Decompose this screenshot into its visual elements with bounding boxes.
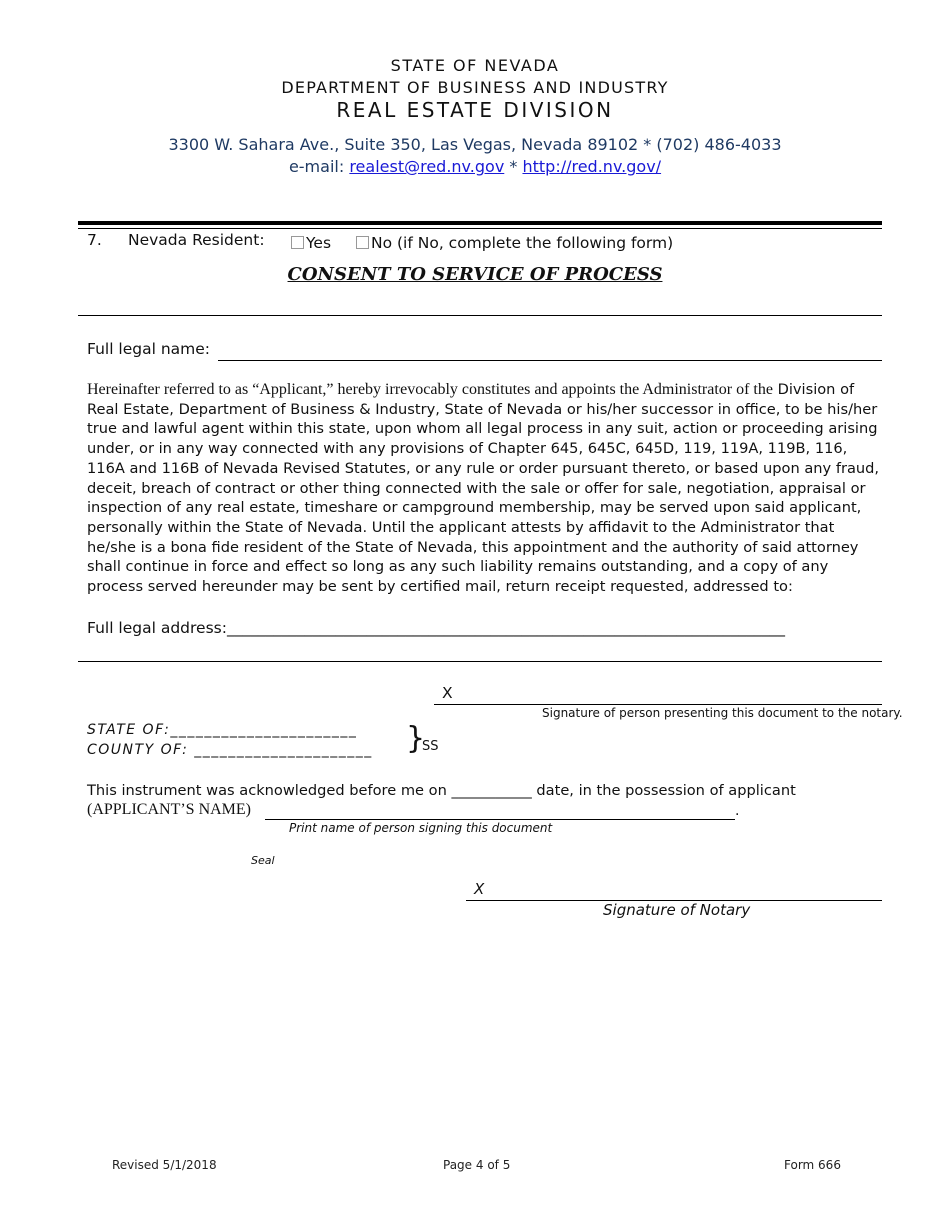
header-divider <box>78 221 882 225</box>
acknowledgement-text: This instrument was acknowledged before me on ___________ date, in the possession of applicant <box>87 782 796 799</box>
yes-checkbox[interactable] <box>291 236 304 249</box>
header-address: 3300 W. Sahara Ave., Suite 350, Las Vegas, Nevada 89102 * (702) 486-4033 <box>168 135 782 154</box>
header-division: REAL ESTATE DIVISION <box>336 98 614 122</box>
full-legal-address-field[interactable]: Full legal address:________________________________________________________________________ <box>87 619 785 637</box>
presenter-signature-caption: Signature of person presenting this document to the notary. <box>542 706 903 720</box>
applicant-name-line[interactable] <box>265 819 735 820</box>
footer-page-number: Page 4 of 5 <box>443 1158 511 1172</box>
ss-label: SS <box>422 739 439 754</box>
seal-label: Seal <box>251 854 275 867</box>
resident-yes-option[interactable] <box>291 234 331 252</box>
county-of-field[interactable]: COUNTY OF: _____________________ <box>87 742 373 758</box>
full-legal-name-field[interactable] <box>218 360 882 361</box>
email-prefix: e-mail: <box>288 157 345 176</box>
full-legal-name-label: Full legal name: <box>87 340 211 358</box>
title-divider <box>78 315 882 316</box>
header-divider-thin <box>78 228 882 229</box>
header-department: DEPARTMENT OF BUSINESS AND INDUSTRY <box>281 78 669 97</box>
notary-signature-caption: Signature of Notary <box>603 901 751 919</box>
resident-no-option[interactable] <box>356 234 673 252</box>
presenter-signature-line[interactable] <box>434 704 882 705</box>
yes-label: Yes <box>306 234 332 252</box>
state-of-field[interactable]: STATE OF:______________________ <box>87 722 358 738</box>
paragraph-lead: Hereinafter referred to as “Applicant,” hereby irrevocably constitutes and appoints the Administrator of the <box>87 381 773 398</box>
footer-revised: Revised 5/1/2018 <box>112 1158 217 1172</box>
address-divider <box>78 661 882 662</box>
consent-title: CONSENT TO SERVICE OF PROCESS <box>287 264 663 285</box>
brace-symbol: } <box>406 721 426 756</box>
contact-separator: * <box>509 157 518 176</box>
paragraph-body: Division of Real Estate, Department of Business & Industry, State of Nevada or his/her successor in office, to be his/her true and lawful agent within this state, upon whom all legal process in any suit, action or proceeding arising under, or in any way connected with any provisions of Chapter 645, 645C, 645D, 119, 119A, 119B, 116, 116A and 116B of Nevada Revised Statutes, or any rule or order pursuant thereto, or based upon any fraud, deceit, breach of contract or other thing connected with the sale or offer for sale, negotiation, appraisal or inspection of any real estate, timeshare or campground membership, may be served upon said applicant, personally within the State of Nevada. Until the applicant attests by affidavit to the Administrator that he/she is a bona fide resident of the State of Nevada, this appointment and the authority of said attorney shall continue in force and effect so long as any such liability remains outstanding, and a copy of any process served hereunder may be sent by certified mail, return receipt requested, addressed to: <box>87 381 880 596</box>
notary-signature-x: X <box>474 880 485 898</box>
no-checkbox[interactable] <box>356 236 369 249</box>
consent-paragraph <box>87 380 887 597</box>
applicant-name-label: (APPLICANT’S NAME) <box>87 801 251 818</box>
website-link[interactable]: http://red.nv.gov/ <box>522 157 662 176</box>
email-link[interactable]: realest@red.nv.gov <box>349 157 505 176</box>
print-name-caption: Print name of person signing this document <box>289 821 553 835</box>
header-state: STATE OF NEVADA <box>390 56 560 75</box>
header-contact <box>0 157 950 176</box>
applicant-name-period: . <box>735 803 740 819</box>
item-number: 7. <box>87 231 102 249</box>
resident-label: Nevada Resident: <box>128 231 265 249</box>
no-label: No (if No, complete the following form) <box>371 234 674 252</box>
footer-form-number: Form 666 <box>784 1158 841 1172</box>
presenter-signature-x: X <box>442 684 453 702</box>
